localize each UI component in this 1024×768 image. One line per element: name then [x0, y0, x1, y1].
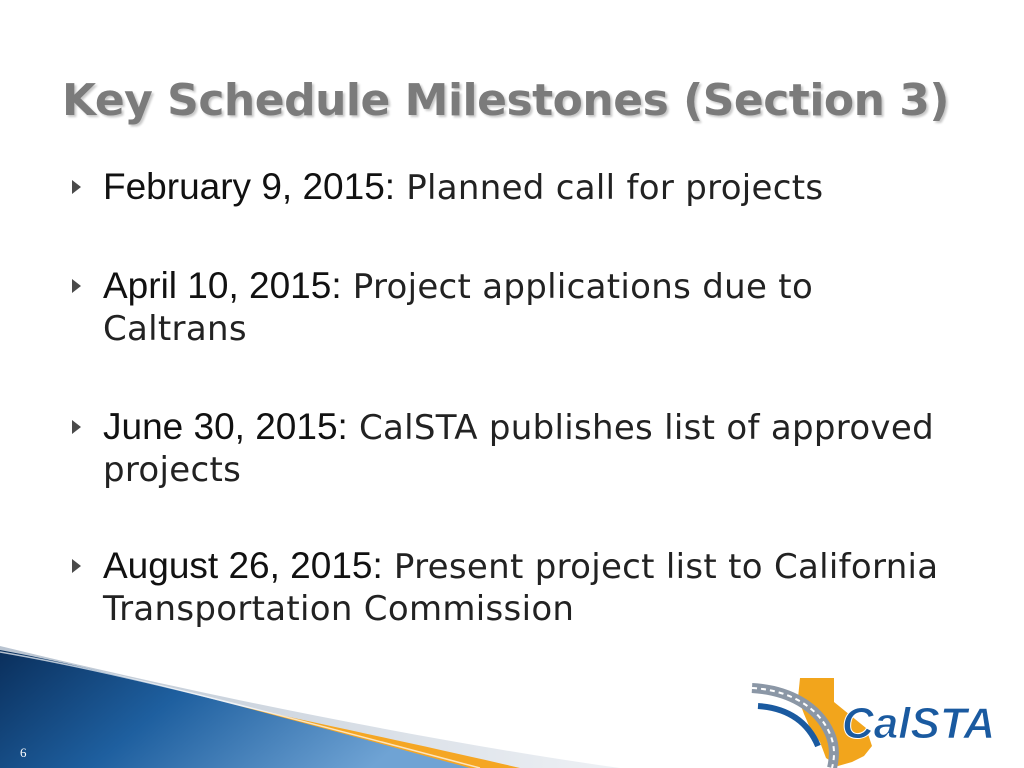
milestone-date: February 9, 2015: — [103, 166, 396, 207]
milestone-description: Project applications due to Caltrans — [103, 267, 814, 349]
milestone-description: Planned call for projects — [406, 168, 824, 208]
milestone-description: Present project list to California Transportation Commission — [103, 547, 939, 629]
calsta-logo-wordmark: CalSTA — [842, 699, 996, 748]
page-number: 6 — [20, 745, 27, 760]
slide-title: Key Schedule Milestones (Section 3) — [62, 75, 950, 126]
calsta-logo — [748, 676, 1024, 768]
milestone-date: April 10, 2015: — [103, 265, 342, 306]
milestone-date: August 26, 2015: — [103, 545, 383, 586]
milestone-description: CalSTA publishes list of approved projects — [103, 408, 934, 490]
milestone-date: June 30, 2015: — [103, 406, 348, 447]
